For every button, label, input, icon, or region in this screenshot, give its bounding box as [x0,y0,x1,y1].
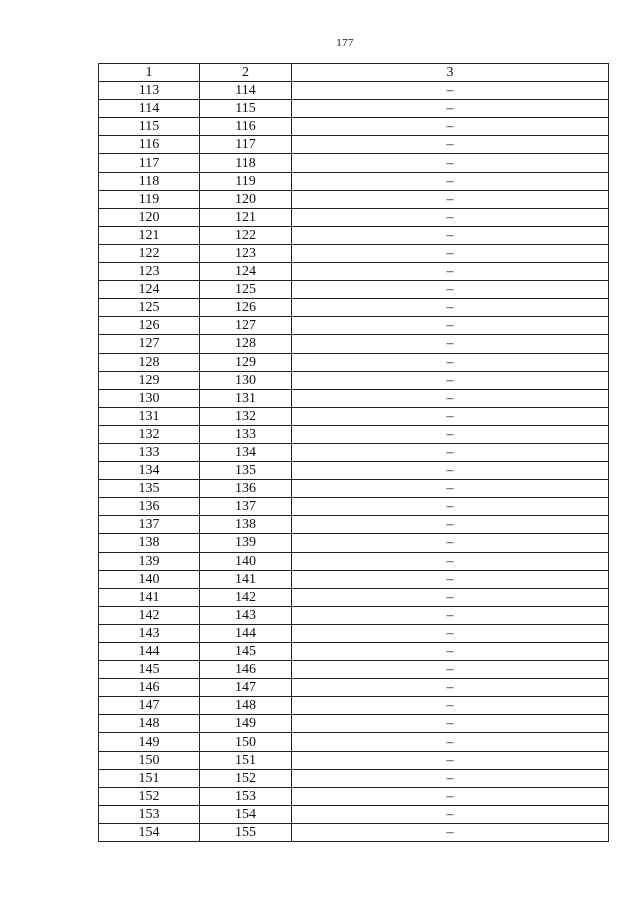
table-cell-col-2: 131 [200,389,292,407]
table-cell-col-3: – [292,190,609,208]
table-row [99,570,609,588]
table-cell-col-2: 128 [200,335,292,353]
table-cell-col-3: – [292,407,609,425]
table-row [99,299,609,317]
table-cell-col-2: 134 [200,443,292,461]
table-cell-col-2: 148 [200,697,292,715]
table-cell-col-1: 113 [99,82,200,100]
table-cell-col-3: – [292,335,609,353]
table-cell-col-1: 153 [99,805,200,823]
table-cell-col-1: 127 [99,335,200,353]
table-cell-col-2: 132 [200,407,292,425]
table-row [99,389,609,407]
table-cell-col-3: – [292,570,609,588]
table-cell-col-1: 134 [99,462,200,480]
table-cell-col-2: 147 [200,679,292,697]
table-cell-col-1: 132 [99,425,200,443]
table-cell-col-1: 131 [99,407,200,425]
table-cell-col-3: – [292,118,609,136]
table-row [99,371,609,389]
table-row [99,552,609,570]
table-cell-col-2: 145 [200,643,292,661]
table-row [99,643,609,661]
table-row [99,733,609,751]
table-cell-col-2: 144 [200,624,292,642]
table-cell-col-3: – [292,823,609,841]
table-cell-col-3: – [292,425,609,443]
table-cell-col-1: 118 [99,172,200,190]
table-row [99,281,609,299]
table-row [99,769,609,787]
table-cell-col-3: – [292,244,609,262]
table-cell-col-2: 140 [200,552,292,570]
table-cell-col-2: 125 [200,281,292,299]
table-cell-col-3: – [292,299,609,317]
table-cell-col-3: – [292,661,609,679]
table-cell-col-3: – [292,208,609,226]
table-row [99,498,609,516]
table-cell-col-2: 115 [200,100,292,118]
table-cell-col-2: 141 [200,570,292,588]
table-cell-col-1: 114 [99,100,200,118]
table-cell-col-2: 142 [200,588,292,606]
table-cell-col-1: 130 [99,389,200,407]
table-cell-col-3: – [292,769,609,787]
table-row [99,82,609,100]
table-row [99,462,609,480]
table-cell-col-3: – [292,697,609,715]
table-cell-col-3: – [292,805,609,823]
table-cell-col-1: 141 [99,588,200,606]
table-row [99,715,609,733]
table-cell-col-1: 124 [99,281,200,299]
table-cell-col-2: 123 [200,244,292,262]
table-cell-col-3: – [292,371,609,389]
table-row [99,751,609,769]
table-row [99,100,609,118]
table-cell-col-3: – [292,82,609,100]
table-cell-col-1: 138 [99,534,200,552]
table-cell-col-1: 145 [99,661,200,679]
table-row [99,208,609,226]
table-cell-col-3: – [292,100,609,118]
column-header-1: 1 [99,64,200,82]
table-cell-col-1: 117 [99,154,200,172]
table-cell-col-2: 150 [200,733,292,751]
table-cell-col-3: – [292,443,609,461]
table-row [99,606,609,624]
table-row [99,226,609,244]
table-cell-col-2: 146 [200,661,292,679]
table-cell-col-3: – [292,154,609,172]
table-cell-col-2: 120 [200,190,292,208]
table-cell-col-1: 148 [99,715,200,733]
table-row [99,624,609,642]
table-cell-col-3: – [292,643,609,661]
table-row [99,787,609,805]
table-row [99,516,609,534]
table-cell-col-1: 146 [99,679,200,697]
table-cell-col-1: 115 [99,118,200,136]
table-cell-col-1: 128 [99,353,200,371]
table-cell-col-1: 126 [99,317,200,335]
table-cell-col-3: – [292,787,609,805]
table-row [99,534,609,552]
table-row [99,443,609,461]
table-cell-col-1: 143 [99,624,200,642]
table-cell-col-2: 124 [200,263,292,281]
table-cell-col-3: – [292,389,609,407]
table-cell-col-3: – [292,534,609,552]
table-cell-col-3: – [292,552,609,570]
column-header-2: 2 [200,64,292,82]
table-cell-col-2: 114 [200,82,292,100]
table-cell-col-3: – [292,751,609,769]
table-cell-col-2: 135 [200,462,292,480]
table-cell-col-3: – [292,733,609,751]
table-cell-col-1: 137 [99,516,200,534]
table-cell-col-2: 122 [200,226,292,244]
table-row [99,335,609,353]
table-row [99,823,609,841]
table-cell-col-2: 121 [200,208,292,226]
table-cell-col-3: – [292,172,609,190]
table-cell-col-2: 155 [200,823,292,841]
table-cell-col-3: – [292,136,609,154]
table-cell-col-3: – [292,498,609,516]
table-cell-col-2: 133 [200,425,292,443]
table-cell-col-3: – [292,679,609,697]
table-cell-col-1: 121 [99,226,200,244]
table-row [99,190,609,208]
table-cell-col-1: 116 [99,136,200,154]
header-row [99,64,609,82]
table-cell-col-1: 151 [99,769,200,787]
data-table [98,63,609,842]
table-row [99,407,609,425]
table-cell-col-1: 144 [99,643,200,661]
table-row [99,805,609,823]
table-cell-col-1: 147 [99,697,200,715]
table-cell-col-2: 136 [200,480,292,498]
table-cell-col-3: – [292,263,609,281]
table-cell-col-3: – [292,281,609,299]
table-cell-col-2: 137 [200,498,292,516]
table-row [99,353,609,371]
table-cell-col-2: 130 [200,371,292,389]
table-cell-col-3: – [292,516,609,534]
column-header-3: 3 [292,64,609,82]
table-body [99,82,609,842]
table-cell-col-1: 133 [99,443,200,461]
table-cell-col-1: 135 [99,480,200,498]
table-row [99,317,609,335]
table-cell-col-2: 129 [200,353,292,371]
table-row [99,118,609,136]
table-cell-col-2: 118 [200,154,292,172]
table-cell-col-1: 136 [99,498,200,516]
table-cell-col-1: 154 [99,823,200,841]
table-cell-col-1: 125 [99,299,200,317]
table-cell-col-3: – [292,353,609,371]
table-cell-col-1: 142 [99,606,200,624]
table-row [99,136,609,154]
table-cell-col-3: – [292,624,609,642]
table-cell-col-1: 150 [99,751,200,769]
table-cell-col-2: 117 [200,136,292,154]
table-cell-col-2: 139 [200,534,292,552]
table-cell-col-1: 152 [99,787,200,805]
table-cell-col-2: 138 [200,516,292,534]
table-row [99,480,609,498]
page-number: 177 [336,37,354,49]
table-cell-col-1: 149 [99,733,200,751]
table-cell-col-2: 149 [200,715,292,733]
table-cell-col-2: 143 [200,606,292,624]
table-row [99,679,609,697]
table-cell-col-2: 151 [200,751,292,769]
table-cell-col-1: 120 [99,208,200,226]
table-cell-col-1: 122 [99,244,200,262]
table-cell-col-2: 152 [200,769,292,787]
table-row [99,697,609,715]
table-row [99,588,609,606]
table-cell-col-3: – [292,588,609,606]
table-cell-col-2: 127 [200,317,292,335]
table-cell-col-2: 126 [200,299,292,317]
table-cell-col-2: 154 [200,805,292,823]
table-cell-col-3: – [292,606,609,624]
table-row [99,172,609,190]
table-cell-col-3: – [292,715,609,733]
table-cell-col-1: 123 [99,263,200,281]
table-cell-col-3: – [292,226,609,244]
table-cell-col-3: – [292,462,609,480]
table-cell-col-1: 129 [99,371,200,389]
table-row [99,661,609,679]
table-cell-col-2: 153 [200,787,292,805]
table-cell-col-3: – [292,480,609,498]
table-row [99,425,609,443]
table-cell-col-1: 119 [99,190,200,208]
table-cell-col-3: – [292,317,609,335]
table-row [99,154,609,172]
table-row [99,244,609,262]
table-cell-col-1: 140 [99,570,200,588]
table-cell-col-2: 116 [200,118,292,136]
table-row [99,263,609,281]
table-cell-col-2: 119 [200,172,292,190]
table-cell-col-1: 139 [99,552,200,570]
